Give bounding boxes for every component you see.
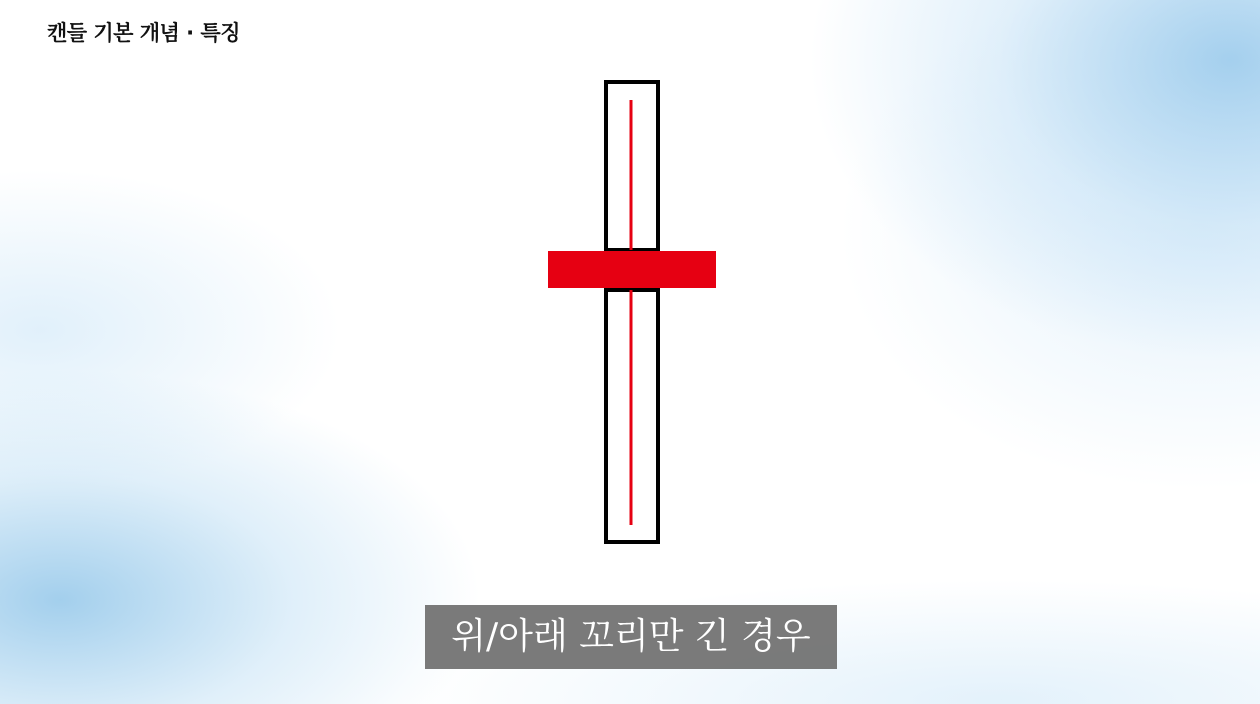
candle-body [548, 251, 716, 288]
subtitle-caption: 위/아래 꼬리만 긴 경우 [425, 605, 837, 669]
page-title: 캔들 기본 개념 · 특징 [47, 21, 241, 45]
